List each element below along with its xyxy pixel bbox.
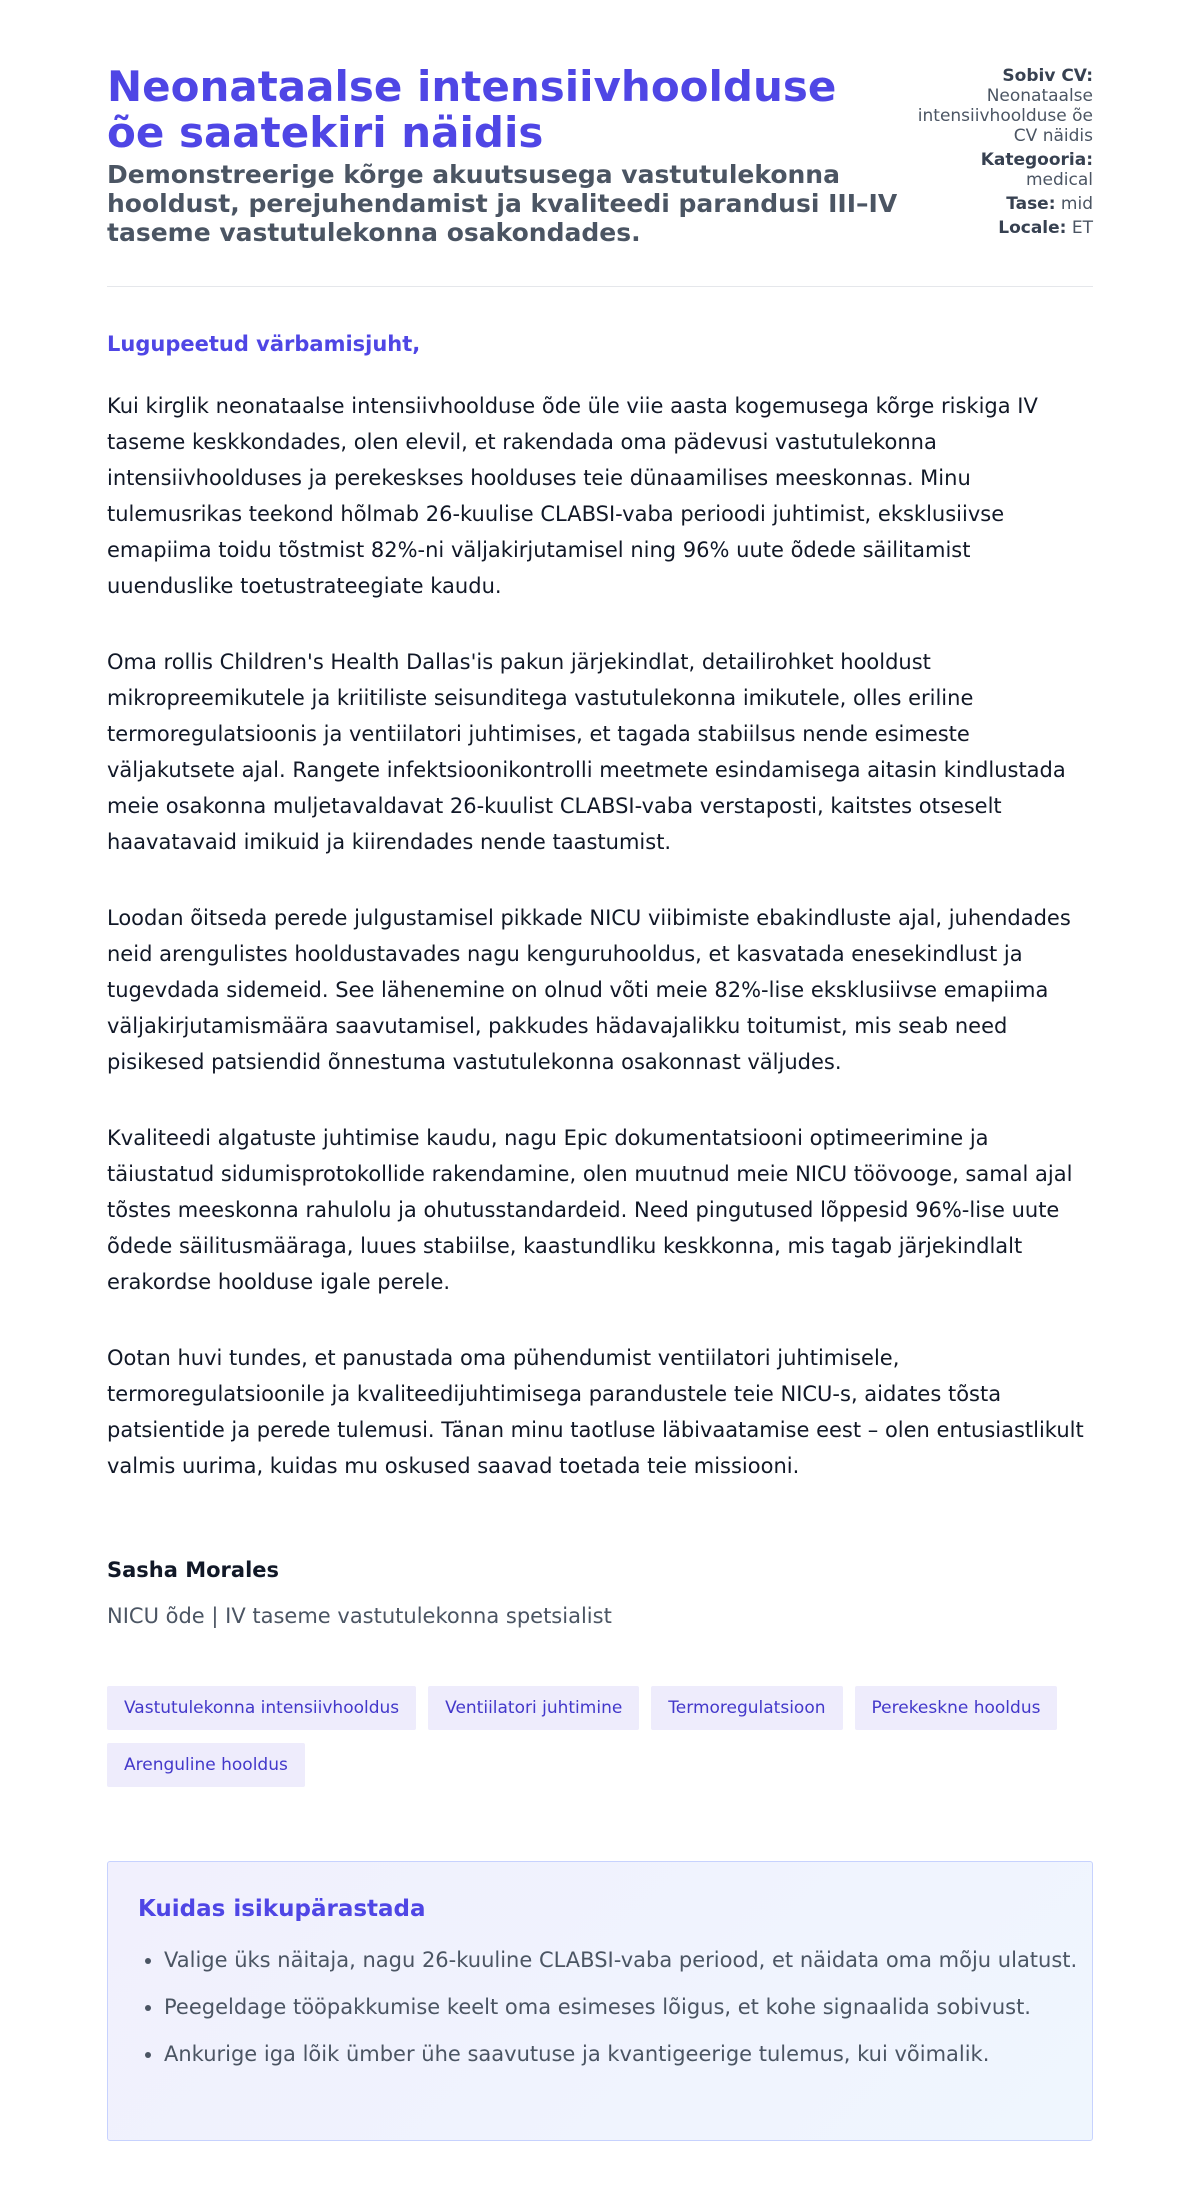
tips-list: [138, 1942, 1084, 2083]
letter-paragraph: Kvaliteedi algatuste juhtimise kaudu, nagu Epic dokumentatsiooni optimeerimine ja täiustatud sidumisprotokollide rakendamine, olen muutnud meie NICU töövooge, samal ajal tõstes meeskonna rahulolu ja ohutusstandardeid. Need pingutused lõppesid 96%-lise uute õdede säilitusmääraga, luues stabiilse, kaastundliku keskkonna, mis tagab järjekindlalt erakordse hoolduse igale perele.: [107, 1126, 1073, 1294]
meta-category-value: medical: [1025, 170, 1093, 190]
meta-level: [913, 194, 1093, 214]
letter-paragraph: Kui kirglik neonataalse intensiivhoolduse õde üle viie aasta kogemusega kõrge riskiga IV taseme keskkondades, olen elevil, et rakendada oma pädevusi vastutulekonna intensiivhoolduses ja perekeskses hoolduses teie dünaamilises meeskonnas. Minu tulemusrikas teekond hõlmab 26-kuulise CLABSI-vaba perioodi juhtimist, eksklusiivse emapiima toidu tõstmist 82%-ni väljakirjutamisel ning 96% uute õdede säilitamist uuenduslike toetustrateegiate kaudu.: [107, 394, 1038, 598]
signature-name: Sasha Morales: [107, 1558, 280, 1582]
tip-item: • Valige üks näitaja, nagu 26-kuuline CLABSI-vaba periood, et näidata oma mõju ulatust.: [164, 1942, 1084, 1978]
letter-paragraph: Loodan õitseda perede julgustamisel pikkade NICU viibimiste ebakindluste ajal, juhendades neid arengulistes hooldustavades nagu kenguruhooldus, et kasvatada enesekindlust ja tugevdada sidemeid. See lähenemine on olnud võti meie 82%-lise eksklusiivse emapiima väljakirjutamismäära saavutamisel, pakkudes hädavajalikku toitumist, mis seab need pisikesed patsiendid õnnestuma vastutulekonna osakonnast väljudes.: [107, 906, 1071, 1074]
skill-tag: Vastutulekonna intensiivhooldus: [107, 1686, 416, 1730]
meta-level-label: Tase:: [1006, 194, 1056, 214]
tips-title: Kuidas isikupärastada: [138, 1896, 426, 1922]
meta-category-label: Kategooria:: [980, 150, 1093, 170]
tip-item: • Ankurige iga lõik ümber ühe saavutuse ja kvantigeerige tulemus, kui võimalik.: [164, 2036, 1084, 2072]
skill-tag: Termoregulatsioon: [651, 1686, 842, 1730]
tip-item: • Peegeldage tööpakkumise keelt oma esimeses lõigus, et kohe signaalida sobivust.: [164, 1989, 1084, 2025]
meta-cv-value: Neonataalse intensiivhoolduse õe CV näidis: [917, 86, 1093, 146]
skill-tag: Arenguline hooldus: [107, 1743, 305, 1787]
letter-paragraph: Oma rollis Children's Health Dallas'is pakun järjekindlat, detailirohket hooldust mikropreemikutele ja kriitiliste seisunditega vastutulekonna imikutele, olles eriline termoregulatsioonis ja ventiilatori juhtimises, et tagada stabiilsus nende esimeste väljakutsete ajal. Rangete infektsioonikontrolli meetmete esindamisega aitasin kindlustada meie osakonna muljetavaldavat 26-kuulist CLABSI-vaba verstaposti, kaitstes otseselt haavatavaid imikuid ja kiirendades nende taastumist.: [107, 650, 1066, 854]
page-subtitle: Demonstreerige kõrge akuutsusega vastutulekonna hooldust, perejuhendamist ja kvaliteedi parandusi III–IV taseme vastutulekonna osakondades.: [107, 160, 898, 247]
meta-category: [913, 150, 1093, 190]
personalization-tips: [107, 1861, 1093, 2141]
document-meta: [913, 66, 1093, 242]
letter-paragraph: Ootan huvi tundes, et panustada oma pühendumist ventiilatori juhtimisele, termoregulatsioonile ja kvaliteedijuhtimisega parandustele teie NICU-s, aidates tõsta patsientide ja perede tulemusi. Tänan minu taotluse läbivaatamise eest – olen entusiastlikult valmis uurima, kuidas mu oskused saavad toetada teie missiooni.: [107, 1346, 1084, 1478]
cover-letter-page: [107, 0, 1093, 2066]
page-title: Neonataalse intensiivhoolduse õe saatekiri näidis: [107, 62, 837, 157]
meta-cv-label: Sobiv CV:: [1002, 66, 1093, 86]
skill-tag: Perekeskne hooldus: [855, 1686, 1058, 1730]
signature-block: [107, 1552, 612, 1634]
skill-tag: Ventiilatori juhtimine: [428, 1686, 639, 1730]
document-header: [107, 0, 1093, 287]
meta-level-value: mid: [1060, 194, 1093, 214]
skill-tags: [107, 1686, 1093, 1787]
letter-greeting: Lugupeetud värbamisjuht,: [107, 332, 421, 356]
meta-locale: [913, 218, 1093, 238]
meta-locale-value: ET: [1071, 218, 1093, 238]
letter-body: [107, 388, 1093, 1524]
signature-title: NICU õde | IV taseme vastutulekonna spetsialist: [107, 1604, 612, 1628]
meta-locale-label: Locale:: [998, 218, 1067, 238]
meta-cv: [913, 66, 1093, 146]
